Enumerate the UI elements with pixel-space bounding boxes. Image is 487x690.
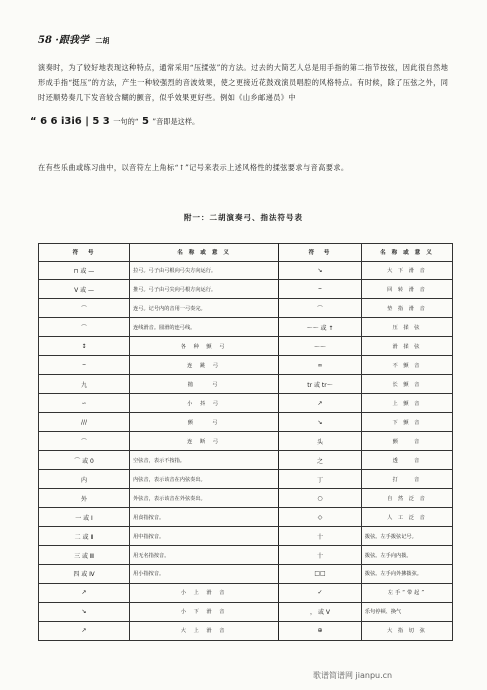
symbol-cell: ⌒ 或 0 <box>39 451 130 470</box>
symbol-cell: /// <box>39 413 130 432</box>
meaning-cell: 拉弓。弓子由弓根向弓尖方向运行。 <box>130 261 279 280</box>
meaning-cell: 拨弦。左手向内拨。 <box>361 546 452 565</box>
header-meaning-2: 名 称 或 意 义 <box>361 244 452 262</box>
header-symbol-2: 符 号 <box>279 244 362 262</box>
symbol-cell: tr 或 tr～ <box>279 375 362 394</box>
notation-caption: 一句的“ <box>113 117 139 126</box>
symbol-cell: ✓ <box>279 583 362 602</box>
symbol-cell: 外 <box>39 489 130 508</box>
book-series: 二胡 <box>95 36 110 45</box>
symbol-cell: 内 <box>39 470 130 489</box>
symbol-cell: ↗ <box>39 621 130 640</box>
paragraph-1: 演奏时，为了较好地表现这种特点，通常采用“压揉弦”的方法。过去的大简艺人总是用手指的第二指节按弦，因此很自然地形成手指“挺压”的方法，产生一种较强烈的音波效果，使之更接近花鼓戏演员唱腔的风格特点。有时候，除了压弦之外，同时还顺势奏几下发音较含糊的颤音，似乎效果更好些。例如《山乡邮递员》中 <box>38 63 449 102</box>
symbol-cell: 九 <box>39 375 130 394</box>
symbol-cell: ↗ <box>39 583 130 602</box>
meaning-cell: 压 揉 弦 <box>361 318 452 337</box>
meaning-cell: 不 颤 音 <box>361 356 452 375</box>
meaning-cell: 大 指 切 弦 <box>361 621 452 640</box>
table-row <box>39 546 453 565</box>
meaning-cell: 拨弦。左手向外拂拨弦。 <box>361 565 452 584</box>
table-row <box>39 261 453 280</box>
table-row <box>39 432 453 451</box>
symbol-cell: ⌣ <box>279 280 362 299</box>
page-header <box>38 31 109 46</box>
symbol-cell: 十 <box>279 546 362 565</box>
notation-open-quote: “ <box>30 116 37 127</box>
meaning-cell: 长 颤 音 <box>361 375 452 394</box>
meaning-cell: 抛 弓 <box>130 375 279 394</box>
meaning-cell: 垫 指 滑 音 <box>361 299 452 318</box>
symbol-cell: ， 或 V <box>279 602 362 621</box>
symbol-cell: ⌒ <box>279 299 362 318</box>
notation-caption-note: 5 <box>141 116 149 127</box>
paragraph-2: 在有些乐曲或练习曲中，以音符左上角标“↑”记号来表示上述风格性的揉弦要求与音高要求。 <box>38 163 349 172</box>
symbol-cell: ↘ <box>39 602 130 621</box>
meaning-cell: 回 转 滑 音 <box>361 280 452 299</box>
meaning-cell: 外弦音，表示该音在外弦奏出。 <box>130 489 279 508</box>
meaning-cell: 上 颤 音 <box>361 394 452 413</box>
meaning-cell: 颤 弓 <box>130 413 279 432</box>
table-title: 附一：二胡演奏弓、指法符号表 <box>184 213 303 222</box>
meaning-cell: 小 下 滑 音 <box>130 602 279 621</box>
meaning-cell: 左手“带起” <box>361 583 452 602</box>
meaning-cell: 乐句停顿、换气 <box>361 602 452 621</box>
symbol-cell: ○ <box>279 489 362 508</box>
meaning-cell: 连 跳 弓 <box>130 356 279 375</box>
symbol-table <box>38 243 453 641</box>
meaning-cell: 大 下 滑 音 <box>361 261 452 280</box>
meaning-cell: 滑 揉 弦 <box>361 337 452 356</box>
symbol-cell: 丁 <box>279 470 362 489</box>
meaning-cell: 拨弦。左手拨弦记号。 <box>361 527 452 546</box>
symbol-cell: ⌒ <box>39 318 130 337</box>
symbol-cell: □□ <box>279 565 362 584</box>
table-row <box>39 280 453 299</box>
table-row <box>39 375 453 394</box>
symbol-cell: ↘ <box>279 261 362 280</box>
meaning-cell: 用小指按音。 <box>130 565 279 584</box>
symbol-cell: ↕ <box>39 337 130 356</box>
table-row <box>39 451 453 470</box>
symbol-cell: ∽ <box>39 394 130 413</box>
symbol-cell: ⊓ 或 — <box>39 261 130 280</box>
meaning-cell: 空弦音，表示不按指。 <box>130 451 279 470</box>
meaning-cell: 自 然 泛 音 <box>361 489 452 508</box>
symbol-cell: 之 <box>279 451 362 470</box>
symbol-cell: ～～ <box>279 337 362 356</box>
page-number: 58 <box>38 35 52 46</box>
meaning-cell: 大 上 滑 音 <box>130 621 279 640</box>
symbol-cell: ↘ <box>279 413 362 432</box>
table-header-row <box>39 244 453 262</box>
watermark: 歌谱简谱网 jianpu.cn <box>313 671 393 680</box>
symbol-cell: ↗ <box>279 394 362 413</box>
symbol-cell: 一 或 Ⅰ <box>39 508 130 527</box>
symbol-cell: ⌒ <box>39 432 130 451</box>
book-title: ·跟我学 <box>55 35 89 46</box>
table-row <box>39 356 453 375</box>
meaning-cell: 内弦音，表示该音在内弦奏出。 <box>130 470 279 489</box>
meaning-cell: 小 抖 弓 <box>130 394 279 413</box>
symbol-cell: ⌢ <box>39 356 130 375</box>
meaning-cell: 推弓。弓子由弓尖向弓根方向运行。 <box>130 280 279 299</box>
meaning-cell: 小 上 滑 音 <box>130 583 279 602</box>
table-row <box>39 318 453 337</box>
meaning-cell: 人 工 泛 音 <box>361 508 452 527</box>
music-notation-line <box>30 116 450 136</box>
table-row <box>39 621 453 640</box>
meaning-cell: 连弓。记号内的音用一弓奏完。 <box>130 299 279 318</box>
table-row <box>39 337 453 356</box>
table-row <box>39 527 453 546</box>
symbol-cell: 四 或 Ⅳ <box>39 565 130 584</box>
symbol-cell: ◇ <box>279 508 362 527</box>
table-row <box>39 583 453 602</box>
meaning-cell: 用无名指按音。 <box>130 546 279 565</box>
symbol-cell: 十 <box>279 527 362 546</box>
symbol-cell: ∞ <box>279 356 362 375</box>
meaning-cell: 颤 音 <box>361 432 452 451</box>
table-row <box>39 413 453 432</box>
table-row <box>39 602 453 621</box>
table-row <box>39 565 453 584</box>
meaning-cell: 用食指按音。 <box>130 508 279 527</box>
table-row <box>39 489 453 508</box>
meaning-cell: 透 音 <box>361 451 452 470</box>
header-meaning-1: 名 称 或 意 义 <box>130 244 279 262</box>
meaning-cell: 连 断 弓 <box>130 432 279 451</box>
symbol-cell: ⌒ <box>39 299 130 318</box>
symbol-cell: 三 或 Ⅲ <box>39 546 130 565</box>
table-row <box>39 508 453 527</box>
symbol-cell: 二 或 Ⅱ <box>39 527 130 546</box>
header-symbol-1: 符 号 <box>39 244 130 262</box>
meaning-cell: 下 颤 音 <box>361 413 452 432</box>
symbol-cell: 头 <box>279 432 362 451</box>
symbol-cell: V 或 — <box>39 280 130 299</box>
meaning-cell: 打 音 <box>361 470 452 489</box>
table-row <box>39 299 453 318</box>
meaning-cell: 用中指按音。 <box>130 527 279 546</box>
table-row <box>39 394 453 413</box>
symbol-cell: ～～ 或 ↑ <box>279 318 362 337</box>
table-row <box>39 470 453 489</box>
symbol-cell: ⊕ <box>279 621 362 640</box>
notation-notes: 6 6 i3i6 | 5 3 <box>40 116 110 127</box>
meaning-cell: 各 种 颤 弓 <box>130 337 279 356</box>
notation-caption-end: ”音即是这样。 <box>152 117 200 126</box>
meaning-cell: 连线滑音。圆滑的连弓线。 <box>130 318 279 337</box>
